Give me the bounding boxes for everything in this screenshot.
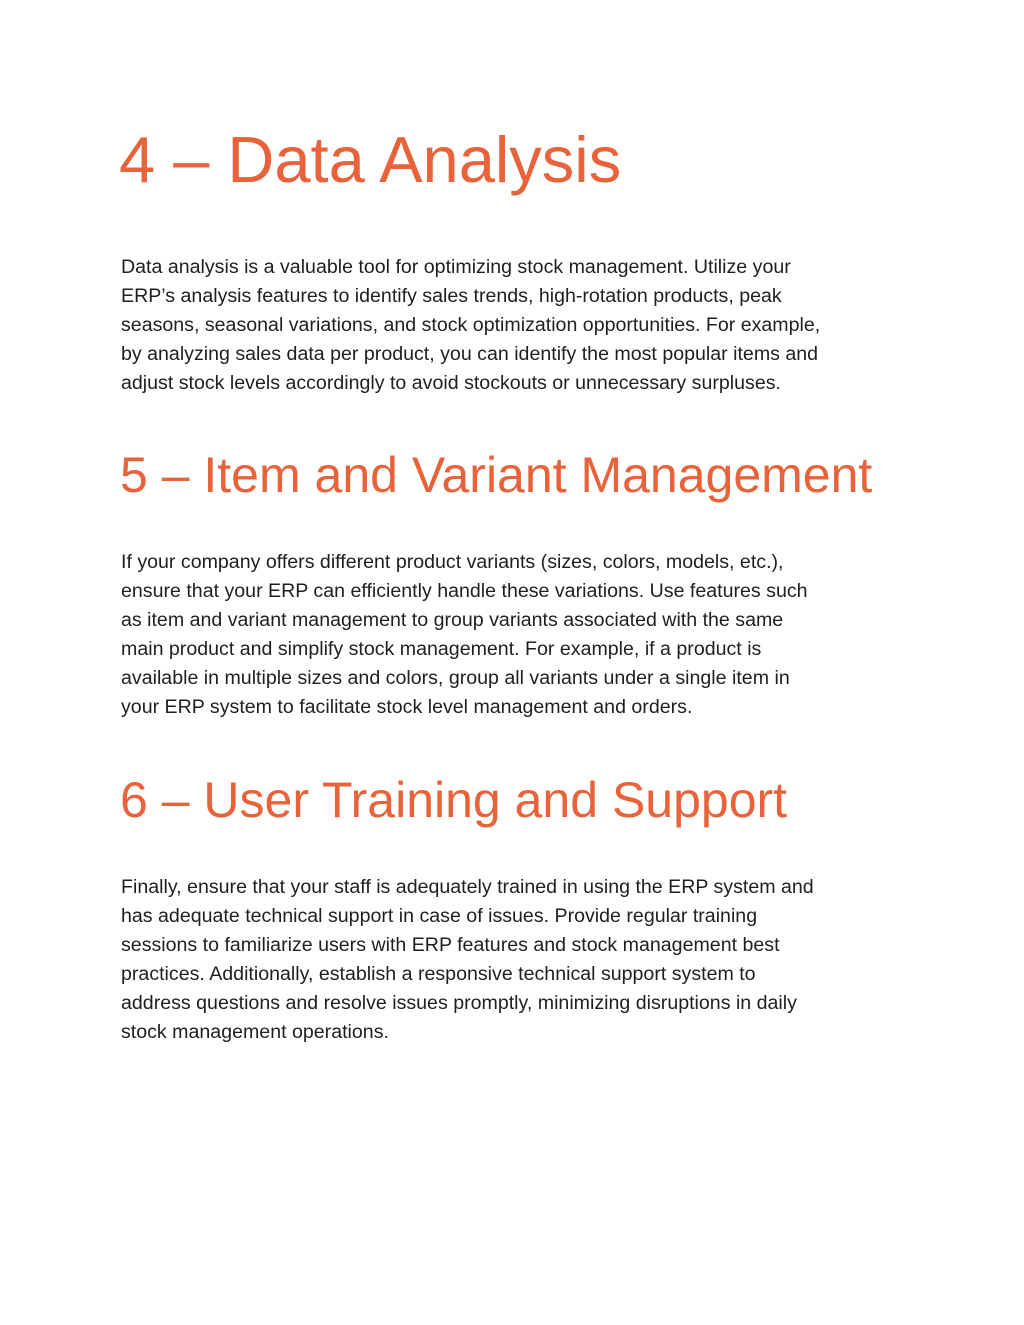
section-paragraph: If your company offers different product variants (sizes, colors, models, etc.), ensure that your ERP can efficiently handle these variations. Use features such as item and variant management to group variants associated with the same main product and simplify stock management. For example, if a product is available in multiple sizes and colors, group all variants under a single item in your ERP system to facilitate stock level management and orders. bbox=[121, 551, 808, 718]
section-heading: 6 – User Training and Support bbox=[120, 772, 788, 828]
section-paragraph: Data analysis is a valuable tool for optimizing stock management. Utilize your ERP’s analysis features to identify sales trends, high-rotation products, peak seasons, seasonal variations, and stock optimization opportunities. For example, by analyzing sales data per product, you can identify the most popular items and adjust stock levels accordingly to avoid stockouts or unnecessary surpluses. bbox=[121, 256, 821, 394]
section-paragraph: Finally, ensure that your staff is adequately trained in using the ERP system and has adequate technical support in case of issues. Provide regular training sessions to familiarize users with ERP features and stock management best practices. Additionally, establish a responsive technical support system to address questions and resolve issues promptly, minimizing disruptions in daily stock management operations. bbox=[121, 876, 814, 1043]
section-heading: 5 – Item and Variant Management bbox=[120, 447, 873, 503]
section-heading: 4 – Data Analysis bbox=[119, 123, 622, 196]
